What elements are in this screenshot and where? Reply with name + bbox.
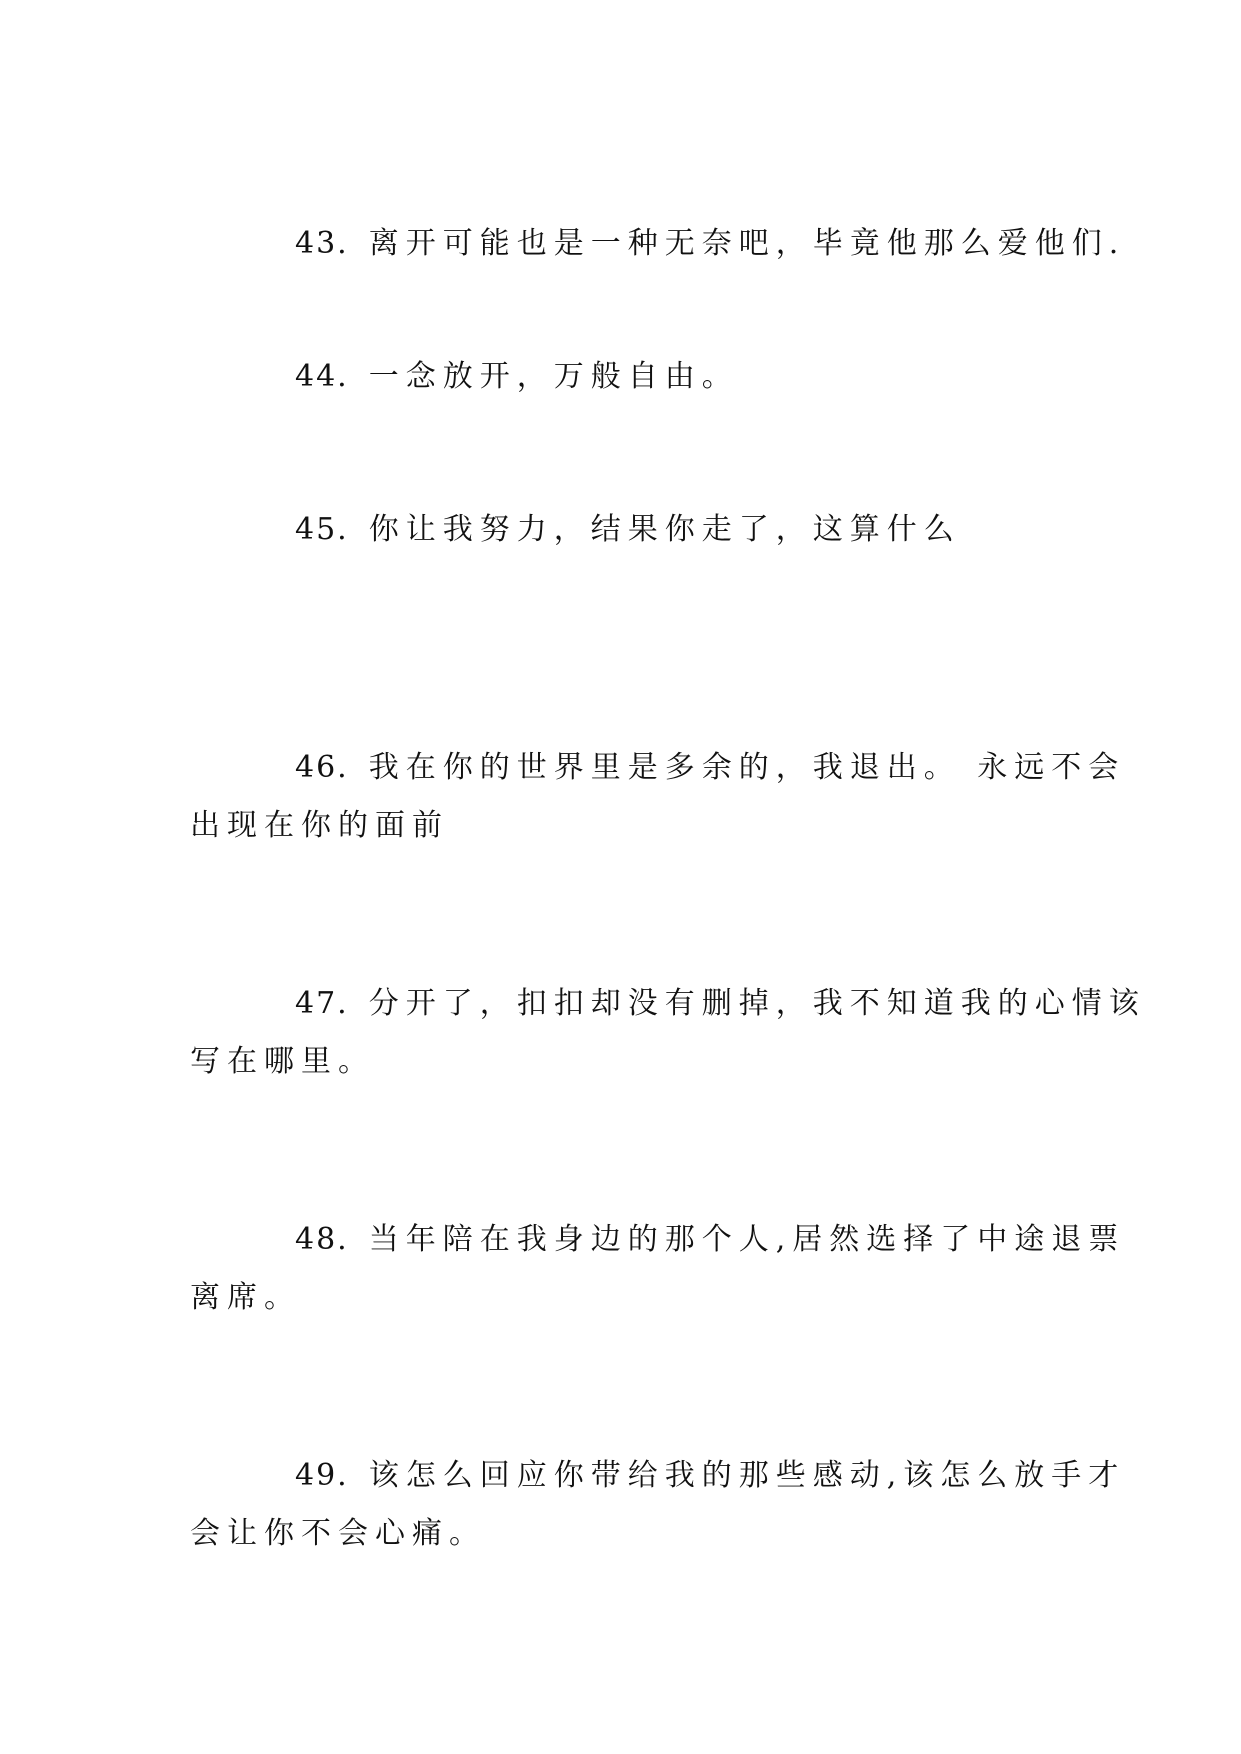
item-text: 分开了，扣扣却没有删掉，我不知道我的心情该 <box>368 986 1146 1021</box>
item-text: 离开可能也是一种无奈吧，毕竟他那么爱他们. <box>368 226 1126 261</box>
list-item-46 <box>190 739 1126 855</box>
item-first-line <box>190 501 1050 559</box>
item-number: 48. <box>295 1222 349 1257</box>
item-number: 45. <box>295 512 349 547</box>
list-item-44 <box>190 348 1050 406</box>
item-continuation: 写在哪里。 <box>190 1044 375 1079</box>
item-text: 你让我努力，结果你走了，这算什么 <box>368 512 961 547</box>
item-number: 46. <box>295 750 349 785</box>
item-text: 该怎么回应你带给我的那些感动,该怎么放手才 <box>368 1458 1126 1493</box>
item-text: 一念放开，万般自由。 <box>368 359 739 394</box>
list-item-43 <box>190 215 1126 273</box>
item-text: 我在你的世界里是多余的，我退出。 永远不会 <box>368 750 1126 785</box>
item-number: 44. <box>295 359 349 394</box>
item-text: 当年陪在我身边的那个人,居然选择了中途退票 <box>368 1222 1126 1257</box>
item-first-line <box>190 1447 1126 1505</box>
item-first-line <box>190 739 1126 797</box>
item-first-line <box>190 975 1146 1033</box>
item-continuation: 会让你不会心痛。 <box>190 1516 486 1551</box>
list-item-48 <box>190 1211 1126 1327</box>
item-continuation: 离席。 <box>190 1280 301 1315</box>
list-item-49 <box>190 1447 1126 1563</box>
item-first-line <box>190 215 1126 273</box>
item-continuation: 出现在你的面前 <box>190 808 449 843</box>
item-first-line <box>190 1211 1126 1269</box>
item-first-line <box>190 348 1050 406</box>
item-number: 49. <box>295 1458 349 1493</box>
item-number: 43. <box>295 226 349 261</box>
list-item-45 <box>190 501 1050 559</box>
list-item-47 <box>190 975 1146 1091</box>
item-number: 47. <box>295 986 349 1021</box>
